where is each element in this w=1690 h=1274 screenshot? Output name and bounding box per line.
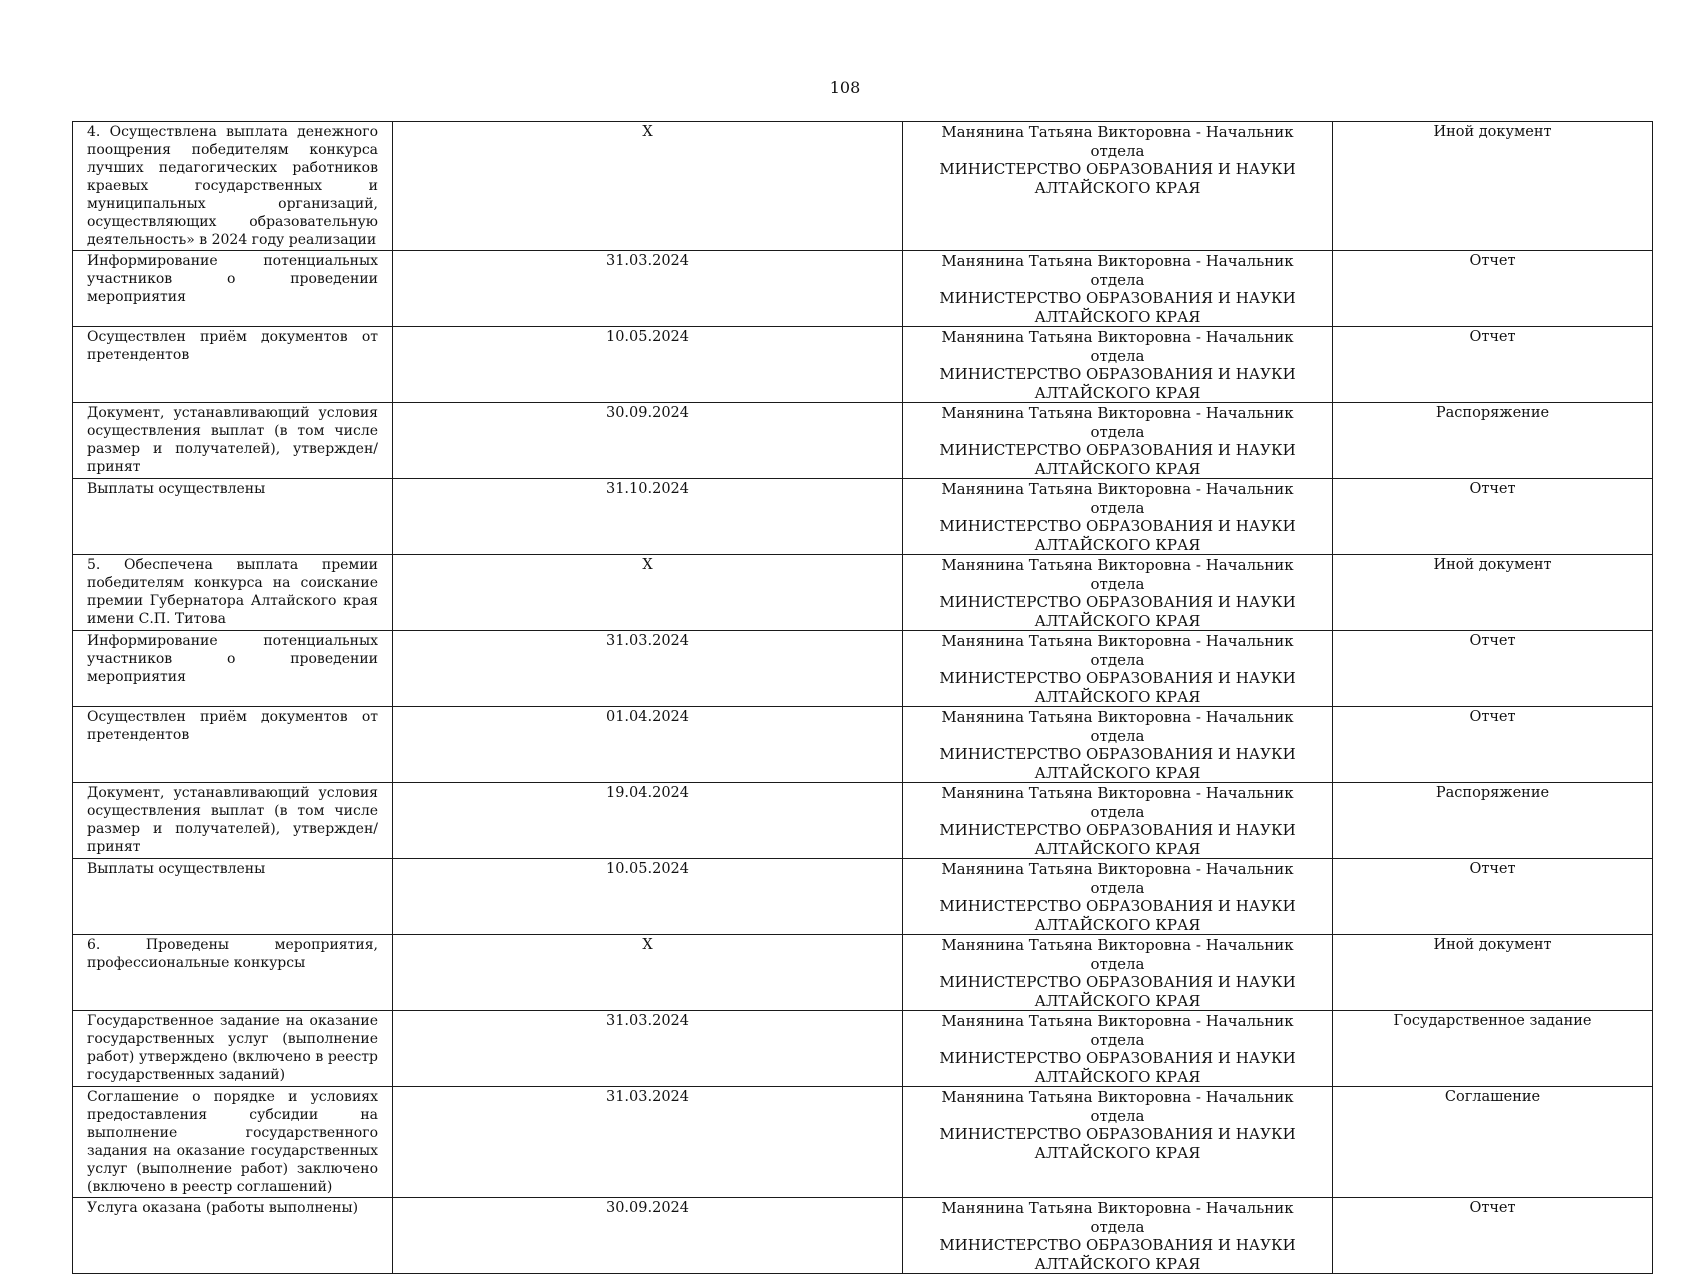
deadline-cell: 31.03.2024	[393, 251, 903, 327]
responsible-line: МИНИСТЕРСТВО ОБРАЗОВАНИЯ И НАУКИ	[939, 365, 1296, 383]
responsible-cell	[903, 935, 1333, 1011]
responsible-cell	[903, 403, 1333, 479]
deadline-cell: 31.03.2024	[393, 631, 903, 707]
table-row	[73, 403, 1653, 479]
responsible-line: Манянина Татьяна Викторовна - Начальник отдела	[941, 632, 1294, 669]
event-name-cell: Документ, устанавливающий условия осуществления выплат (в том числе размер и получателей), утвержден/принят	[73, 783, 393, 859]
responsible-line: АЛТАЙСКОГО КРАЯ	[1034, 687, 1201, 706]
responsible-line: МИНИСТЕРСТВО ОБРАЗОВАНИЯ И НАУКИ	[939, 1236, 1296, 1254]
responsible-line: Манянина Татьяна Викторовна - Начальник отдела	[941, 252, 1294, 289]
document-type-cell: Отчет	[1333, 707, 1653, 783]
responsible-line: МИНИСТЕРСТВО ОБРАЗОВАНИЯ И НАУКИ	[939, 1125, 1296, 1143]
deadline-cell: 01.04.2024	[393, 707, 903, 783]
table-row	[73, 783, 1653, 859]
deadline-cell: 31.10.2024	[393, 479, 903, 555]
responsible-line: Манянина Татьяна Викторовна - Начальник отдела	[941, 480, 1294, 517]
responsible-line: Манянина Татьяна Викторовна - Начальник отдела	[941, 1088, 1294, 1125]
document-type-cell: Отчет	[1333, 859, 1653, 935]
deadline-cell: 10.05.2024	[393, 859, 903, 935]
deadline-cell: 31.03.2024	[393, 1011, 903, 1087]
responsible-cell	[903, 555, 1333, 631]
responsible-cell	[903, 783, 1333, 859]
control-points-table	[72, 121, 1653, 1274]
table-row	[73, 327, 1653, 403]
responsible-line: МИНИСТЕРСТВО ОБРАЗОВАНИЯ И НАУКИ	[939, 160, 1296, 178]
responsible-line: АЛТАЙСКОГО КРАЯ	[1034, 1067, 1201, 1086]
table-row	[73, 479, 1653, 555]
responsible-line: АЛТАЙСКОГО КРАЯ	[1034, 307, 1201, 326]
responsible-cell	[903, 122, 1333, 251]
responsible-line: МИНИСТЕРСТВО ОБРАЗОВАНИЯ И НАУКИ	[939, 745, 1296, 763]
deadline-cell: 31.03.2024	[393, 1087, 903, 1198]
responsible-line: МИНИСТЕРСТВО ОБРАЗОВАНИЯ И НАУКИ	[939, 1049, 1296, 1067]
event-name-cell: Информирование потенциальных участников о проведении мероприятия	[73, 631, 393, 707]
document-type-cell: Распоряжение	[1333, 403, 1653, 479]
event-name-cell: Выплаты осуществлены	[73, 479, 393, 555]
responsible-cell	[903, 1011, 1333, 1087]
table-row	[73, 631, 1653, 707]
document-type-cell: Иной документ	[1333, 122, 1653, 251]
event-name-cell: 4. Осуществлена выплата денежного поощрения победителям конкурса лучших педагогических работников краевых государственных и муниципальных организаций, осуществляющих образовательную деятельность» в 2024 году реализации	[73, 122, 393, 251]
document-type-cell: Отчет	[1333, 327, 1653, 403]
event-name-cell: Осуществлен приём документов от претендентов	[73, 707, 393, 783]
responsible-line: МИНИСТЕРСТВО ОБРАЗОВАНИЯ И НАУКИ	[939, 593, 1296, 611]
table-row	[73, 859, 1653, 935]
deadline-cell: 10.05.2024	[393, 327, 903, 403]
responsible-cell	[903, 631, 1333, 707]
responsible-line: Манянина Татьяна Викторовна - Начальник отдела	[941, 1012, 1294, 1049]
table-row	[73, 1011, 1653, 1087]
responsible-line: АЛТАЙСКОГО КРАЯ	[1034, 991, 1201, 1010]
responsible-line: Манянина Татьяна Викторовна - Начальник отдела	[941, 860, 1294, 897]
document-type-cell: Иной документ	[1333, 555, 1653, 631]
responsible-line: АЛТАЙСКОГО КРАЯ	[1034, 459, 1201, 478]
responsible-cell	[903, 707, 1333, 783]
responsible-line: АЛТАЙСКОГО КРАЯ	[1034, 535, 1201, 554]
responsible-line: Манянина Татьяна Викторовна - Начальник отдела	[941, 123, 1294, 160]
event-name-cell: Выплаты осуществлены	[73, 859, 393, 935]
responsible-cell	[903, 859, 1333, 935]
responsible-cell	[903, 1198, 1333, 1274]
responsible-line: Манянина Татьяна Викторовна - Начальник отдела	[941, 784, 1294, 821]
responsible-line: МИНИСТЕРСТВО ОБРАЗОВАНИЯ И НАУКИ	[939, 669, 1296, 687]
responsible-line: АЛТАЙСКОГО КРАЯ	[1034, 1254, 1201, 1273]
event-name-cell: Услуга оказана (работы выполнены)	[73, 1198, 393, 1274]
responsible-line: Манянина Татьяна Викторовна - Начальник отдела	[941, 328, 1294, 365]
deadline-cell: 30.09.2024	[393, 403, 903, 479]
responsible-line: АЛТАЙСКОГО КРАЯ	[1034, 383, 1201, 402]
responsible-line: АЛТАЙСКОГО КРАЯ	[1034, 178, 1201, 197]
event-name-cell: Государственное задание на оказание государственных услуг (выполнение работ) утверждено (включено в реестр государственных заданий)	[73, 1011, 393, 1087]
responsible-line: МИНИСТЕРСТВО ОБРАЗОВАНИЯ И НАУКИ	[939, 973, 1296, 991]
responsible-line: АЛТАЙСКОГО КРАЯ	[1034, 839, 1201, 858]
responsible-cell	[903, 479, 1333, 555]
event-name-cell: 5. Обеспечена выплата премии победителям конкурса на соискание премии Губернатора Алтайского края имени С.П. Титова	[73, 555, 393, 631]
document-type-cell: Иной документ	[1333, 935, 1653, 1011]
responsible-line: АЛТАЙСКОГО КРАЯ	[1034, 915, 1201, 934]
deadline-cell: X	[393, 555, 903, 631]
responsible-line: Манянина Татьяна Викторовна - Начальник отдела	[941, 708, 1294, 745]
page-number: 108	[829, 78, 861, 97]
responsible-cell	[903, 1087, 1333, 1198]
deadline-cell: 30.09.2024	[393, 1198, 903, 1274]
event-name-cell: 6. Проведены мероприятия, профессиональные конкурсы	[73, 935, 393, 1011]
responsible-cell	[903, 251, 1333, 327]
table-row	[73, 935, 1653, 1011]
responsible-line: Манянина Татьяна Викторовна - Начальник отдела	[941, 936, 1294, 973]
document-type-cell: Соглашение	[1333, 1087, 1653, 1198]
deadline-cell: X	[393, 122, 903, 251]
document-type-cell: Государственное задание	[1333, 1011, 1653, 1087]
document-type-cell: Отчет	[1333, 251, 1653, 327]
document-type-cell: Отчет	[1333, 479, 1653, 555]
deadline-cell: X	[393, 935, 903, 1011]
responsible-cell	[903, 327, 1333, 403]
responsible-line: Манянина Татьяна Викторовна - Начальник отдела	[941, 1199, 1294, 1236]
responsible-line: МИНИСТЕРСТВО ОБРАЗОВАНИЯ И НАУКИ	[939, 897, 1296, 915]
deadline-cell: 19.04.2024	[393, 783, 903, 859]
responsible-line: МИНИСТЕРСТВО ОБРАЗОВАНИЯ И НАУКИ	[939, 441, 1296, 459]
table-row	[73, 1198, 1653, 1274]
table-row	[73, 707, 1653, 783]
document-type-cell: Распоряжение	[1333, 783, 1653, 859]
responsible-line: Манянина Татьяна Викторовна - Начальник отдела	[941, 404, 1294, 441]
responsible-line: АЛТАЙСКОГО КРАЯ	[1034, 611, 1201, 630]
responsible-line: Манянина Татьяна Викторовна - Начальник отдела	[941, 556, 1294, 593]
table-row	[73, 251, 1653, 327]
table-row	[73, 122, 1653, 251]
document-type-cell: Отчет	[1333, 631, 1653, 707]
responsible-line: АЛТАЙСКОГО КРАЯ	[1034, 763, 1201, 782]
document-type-cell: Отчет	[1333, 1198, 1653, 1274]
responsible-line: АЛТАЙСКОГО КРАЯ	[1034, 1143, 1201, 1162]
responsible-line: МИНИСТЕРСТВО ОБРАЗОВАНИЯ И НАУКИ	[939, 821, 1296, 839]
table-row	[73, 555, 1653, 631]
event-name-cell: Информирование потенциальных участников о проведении мероприятия	[73, 251, 393, 327]
responsible-line: МИНИСТЕРСТВО ОБРАЗОВАНИЯ И НАУКИ	[939, 289, 1296, 307]
event-name-cell: Осуществлен приём документов от претендентов	[73, 327, 393, 403]
event-name-cell: Соглашение о порядке и условиях предоставления субсидии на выполнение государственного задания на оказание государственных услуг (выполнение работ) заключено (включено в реестр соглашений)	[73, 1087, 393, 1198]
table-row	[73, 1087, 1653, 1198]
responsible-line: МИНИСТЕРСТВО ОБРАЗОВАНИЯ И НАУКИ	[939, 517, 1296, 535]
event-name-cell: Документ, устанавливающий условия осуществления выплат (в том числе размер и получателей), утвержден/принят	[73, 403, 393, 479]
